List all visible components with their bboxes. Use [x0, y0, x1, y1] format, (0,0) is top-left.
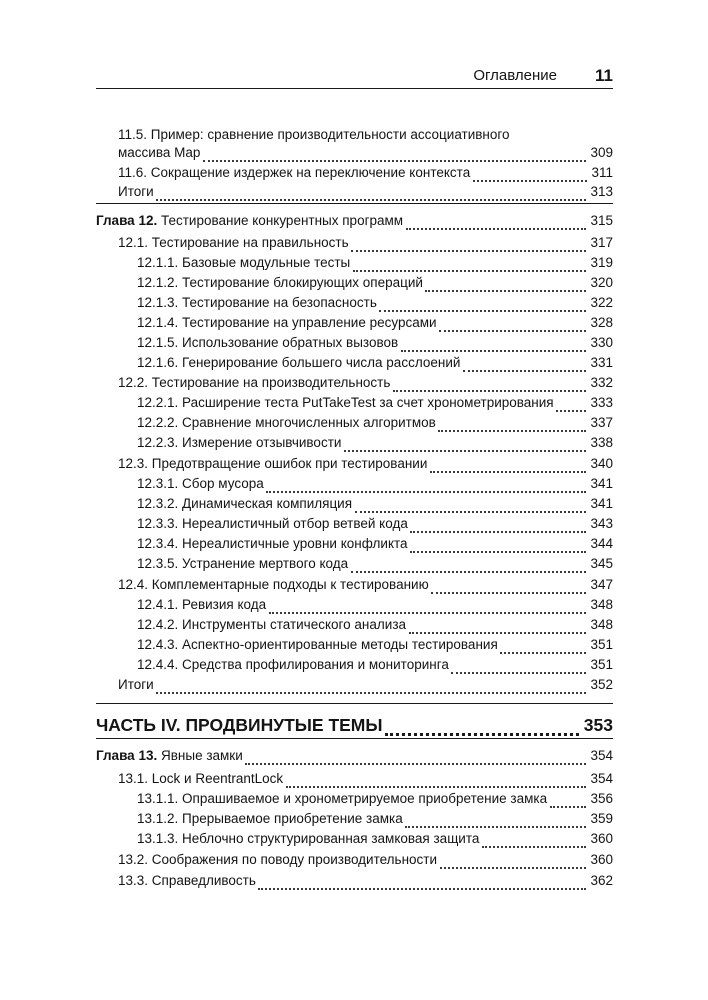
toc-page-number: 351	[590, 637, 613, 652]
toc-page-number: 359	[590, 811, 613, 826]
toc-page-number: 352	[590, 677, 613, 692]
section-separator	[96, 203, 613, 204]
toc-entry-title: ЧАСТЬ IV. ПРОДВИНУТЫЕ ТЕМЫ	[96, 715, 383, 735]
toc-page-number: 360	[590, 831, 613, 846]
toc-entry[interactable]	[137, 635, 613, 655]
toc-entry-title-line2: массива Map	[118, 145, 201, 160]
toc-entry[interactable]	[118, 769, 613, 789]
page-number: 11	[595, 66, 613, 85]
chapter-number: Глава 12.	[96, 213, 158, 228]
dot-leader	[393, 378, 586, 392]
toc-entry[interactable]	[137, 273, 613, 293]
dot-leader	[451, 660, 586, 674]
toc-entry-title: 12.1.1. Базовые модульные тесты	[137, 255, 351, 270]
toc-entry-title: 12.3.2. Динамическая компиляция	[137, 496, 353, 511]
toc-page-number: 354	[590, 748, 613, 763]
dot-leader	[425, 278, 586, 292]
toc-page-number: 353	[583, 715, 613, 735]
toc-entry-title: 12.4.1. Ревизия кода	[137, 597, 267, 612]
dot-leader	[385, 720, 579, 736]
toc-page-number: 317	[590, 235, 613, 250]
toc-entry-title: 12.3.4. Нереалистичные уровни конфликта	[137, 536, 408, 551]
toc-entry[interactable]	[118, 575, 613, 595]
toc-page-number: 356	[590, 791, 613, 806]
toc-page-number: 313	[590, 184, 613, 199]
toc-entry[interactable]	[137, 433, 613, 453]
toc-entry[interactable]	[137, 789, 613, 809]
toc-entry[interactable]	[137, 615, 613, 635]
toc-entry[interactable]	[137, 253, 613, 273]
toc-entry-title: 12.2.2. Сравнение многочисленных алгоритмов	[137, 415, 436, 430]
toc-entry-title: 12.1. Тестирование на правильность	[118, 235, 349, 250]
toc-page-number: 360	[590, 852, 613, 867]
dot-leader	[266, 479, 586, 493]
toc-entry[interactable]	[137, 413, 613, 433]
toc-entry-title: 12.1.3. Тестирование на безопасность	[137, 295, 377, 310]
toc-entry[interactable]	[137, 474, 613, 494]
toc-page-number: 338	[590, 435, 613, 450]
toc-entry[interactable]	[137, 514, 613, 534]
toc-page-number: 309	[590, 145, 613, 160]
toc-page-number: 340	[590, 456, 613, 471]
toc-page-number: 311	[591, 165, 613, 180]
toc-entry-title: 12.3. Предотвращение ошибок при тестировании	[118, 456, 428, 471]
dot-leader	[482, 834, 586, 848]
toc-page-number: 330	[590, 335, 613, 350]
toc-page-number: 332	[590, 375, 613, 390]
toc-entry-title: 13.1.2. Прерываемое приобретение замка	[137, 811, 403, 826]
toc-chapter-entry[interactable]	[96, 746, 613, 766]
dot-leader	[410, 519, 586, 533]
toc-page-number: 328	[590, 315, 613, 330]
toc-entry[interactable]	[137, 293, 613, 313]
toc-entry[interactable]	[137, 494, 613, 514]
dot-leader	[344, 438, 586, 452]
toc-page-number: 348	[590, 597, 613, 612]
toc-page-number: 344	[590, 536, 613, 551]
toc-entry[interactable]	[137, 655, 613, 675]
running-header-title: Оглавление	[473, 67, 558, 84]
toc-page-number: 319	[590, 255, 613, 270]
dot-leader	[203, 148, 586, 162]
toc-entry-title: 13.1. Lock и ReentrantLock	[118, 771, 284, 786]
dot-leader	[473, 168, 587, 182]
dot-leader	[410, 539, 586, 553]
dot-leader	[430, 459, 586, 473]
toc-entry-title: 13.1.3. Неблочно структурированная замковая защита	[137, 831, 480, 846]
toc-entry-title: 12.4.3. Аспектно-ориентированные методы тестирования	[137, 637, 498, 652]
dot-leader	[355, 499, 586, 513]
toc-entry-title: 12.4.4. Средства профилирования и мониторинга	[137, 657, 449, 672]
dot-leader	[556, 398, 586, 412]
toc-page-number: 354	[590, 771, 613, 786]
dot-leader	[439, 318, 586, 332]
toc-entry[interactable]	[118, 454, 613, 474]
toc-page-number: 345	[590, 556, 613, 571]
dot-leader	[156, 680, 586, 694]
toc-entry[interactable]	[118, 675, 613, 695]
toc-entry[interactable]	[137, 313, 613, 333]
dot-leader	[409, 620, 586, 634]
toc-entry[interactable]	[118, 373, 613, 393]
toc-page-number: 331	[590, 355, 613, 370]
toc-entry-title: 12.1.2. Тестирование блокирующих операций	[137, 275, 423, 290]
toc-entry-title: 13.2. Соображения по поводу производительности	[118, 852, 438, 867]
toc-page-number: 333	[590, 395, 613, 410]
toc-chapter-entry[interactable]	[96, 211, 613, 231]
toc-entry[interactable]	[118, 182, 613, 202]
toc-page-number: 348	[590, 617, 613, 632]
dot-leader	[431, 580, 586, 594]
dot-leader	[258, 876, 586, 890]
toc-page-number: 341	[590, 496, 613, 511]
section-separator	[96, 738, 613, 739]
section-separator	[96, 703, 613, 704]
chapter-number: Глава 13.	[96, 748, 158, 763]
dot-leader	[156, 187, 586, 201]
toc-page-number: 322	[590, 295, 613, 310]
toc-entry[interactable]	[118, 233, 613, 253]
toc-entry-title: Итоги	[118, 184, 154, 199]
toc-entry-title: 12.2.1. Расширение теста PutTakeTest за счет хронометрирования	[137, 395, 554, 410]
toc-entry-title-line1: 11.5. Пример: сравнение производительности ассоциативного	[118, 127, 510, 142]
toc-entry-title: 12.4. Комплементарные подходы к тестированию	[118, 577, 429, 592]
toc-entry-title: 12.2. Тестирование на производительность	[118, 375, 391, 390]
toc-entry-title: 11.6. Сокращение издержек на переключение контекста	[118, 165, 471, 180]
dot-leader	[401, 338, 586, 352]
toc-entry[interactable]	[118, 871, 613, 891]
toc-entry-title: 12.3.1. Сбор мусора	[137, 476, 264, 491]
toc-entry-title: 12.2.3. Измерение отзывчивости	[137, 435, 342, 450]
toc-entry[interactable]	[137, 809, 613, 829]
toc-entry[interactable]	[137, 595, 613, 615]
toc-page-number: 320	[590, 275, 613, 290]
chapter-title: Явные замки	[160, 748, 243, 763]
toc-entry-title: 12.1.5. Использование обратных вызовов	[137, 335, 399, 350]
dot-leader	[353, 258, 586, 272]
toc-entry-title	[96, 211, 403, 231]
toc-entry[interactable]	[137, 333, 613, 353]
toc-page-number: 315	[590, 213, 613, 228]
dot-leader	[440, 855, 586, 869]
dot-leader	[379, 298, 586, 312]
toc-entry[interactable]	[137, 353, 613, 373]
toc-page-number: 362	[590, 873, 613, 888]
toc-entry-title: 13.1.1. Опрашиваемое и хронометрируемое приобретение замка	[137, 791, 548, 806]
toc-entry[interactable]	[137, 393, 613, 413]
toc-part-entry[interactable]	[96, 713, 613, 737]
dot-leader	[351, 559, 586, 573]
toc-entry-title: 12.3.5. Устранение мертвого кода	[137, 556, 349, 571]
dot-leader	[438, 418, 586, 432]
dot-leader	[406, 216, 586, 230]
dot-leader	[245, 751, 586, 765]
dot-leader	[500, 640, 586, 654]
toc-entry[interactable]	[118, 163, 613, 183]
toc-entry[interactable]	[137, 829, 613, 849]
toc-entry-title: Итоги	[118, 677, 154, 692]
toc-entry-title: 12.4.2. Инструменты статического анализа	[137, 617, 407, 632]
toc-entry-title: 12.1.4. Тестирование на управление ресурсами	[137, 315, 437, 330]
toc-entry-title: 12.3.3. Нереалистичный отбор ветвей кода	[137, 516, 408, 531]
toc-page-number: 337	[590, 415, 613, 430]
toc-page-number: 341	[590, 476, 613, 491]
toc-entry-title: 12.1.6. Генерирование большего числа расслоений	[137, 355, 461, 370]
toc-page-number: 347	[590, 577, 613, 592]
toc-entry[interactable]	[118, 850, 613, 870]
dot-leader	[269, 600, 586, 614]
toc-entry[interactable]	[118, 125, 613, 163]
toc-entry[interactable]	[137, 534, 613, 554]
dot-leader	[550, 794, 586, 808]
dot-leader	[286, 774, 586, 788]
toc-entry[interactable]	[137, 554, 613, 574]
dot-leader	[351, 238, 586, 252]
toc-entry-title	[96, 746, 243, 766]
toc-page-number: 351	[590, 657, 613, 672]
toc-entry-title: 13.3. Справедливость	[118, 873, 256, 888]
toc-page-number: 343	[590, 516, 613, 531]
chapter-title: Тестирование конкурентных программ	[160, 213, 404, 228]
dot-leader	[463, 358, 586, 372]
dot-leader	[405, 814, 586, 828]
